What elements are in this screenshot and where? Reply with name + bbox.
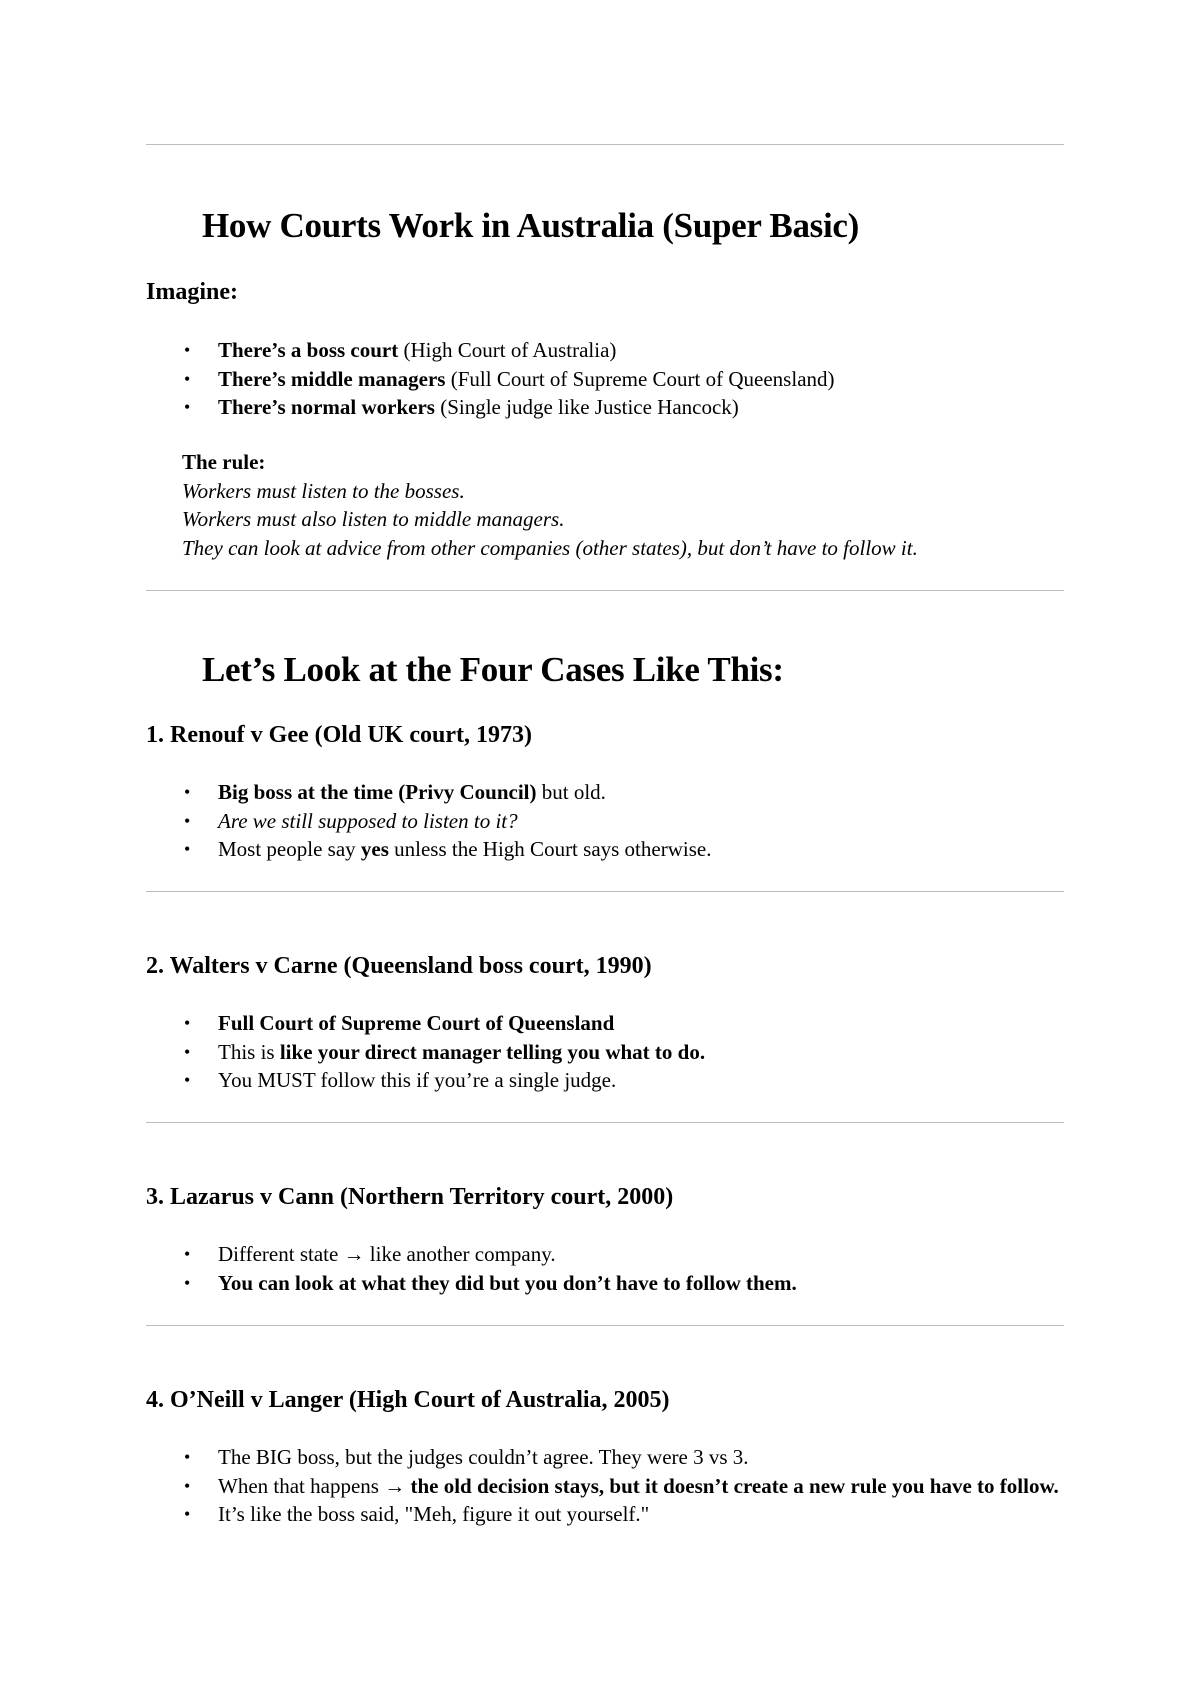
case-bullet-list — [146, 1443, 1064, 1529]
case-bullet-list — [146, 1009, 1064, 1095]
item-bold: Full Court of Supreme Court of Queensland — [218, 1011, 615, 1035]
case-4 — [146, 1385, 1064, 1415]
item-bold: the old decision stays, but it doesn’t create a new rule you have to follow. — [410, 1473, 1059, 1498]
item-text: Different state → like another company. — [218, 1242, 556, 1266]
list-item — [184, 1240, 1064, 1269]
bullet-icon: • — [184, 1272, 191, 1293]
imagine-label: Imagine: — [146, 279, 238, 305]
list-item — [184, 1009, 1064, 1038]
bullet-icon: • — [184, 810, 191, 831]
rule-line: They can look at advice from other companies (other states), but don’t have to follow it. — [182, 535, 918, 560]
bullet-icon: • — [184, 340, 191, 360]
list-item — [184, 1038, 1064, 1067]
list-item — [184, 1269, 1064, 1298]
item-bold: There’s a boss court — [218, 338, 399, 362]
rule-label: The rule: — [182, 450, 266, 474]
case-3 — [146, 1182, 1064, 1212]
hierarchy-list-block — [146, 336, 1064, 422]
page-title: How Courts Work in Australia (Super Basic) — [202, 206, 860, 245]
case-bullet-list — [146, 778, 1064, 864]
bullet-icon: • — [184, 1475, 191, 1496]
rule-line: Workers must listen to the bosses. — [182, 478, 465, 503]
horizontal-rule — [146, 891, 1064, 892]
case-heading: 3. Lazarus v Cann (Northern Territory court, 2000) — [146, 1184, 674, 1210]
section-title-block — [146, 650, 1064, 690]
list-item — [184, 807, 1064, 836]
item-text: When that happens → — [218, 1473, 411, 1498]
imagine-block — [146, 277, 1064, 307]
list-item — [184, 778, 1064, 807]
horizontal-rule — [146, 1325, 1064, 1326]
item-text: (High Court of Australia) — [398, 338, 617, 362]
section-title: Let’s Look at the Four Cases Like This: — [202, 650, 784, 689]
bullet-icon: • — [184, 1447, 191, 1467]
list-item — [184, 1472, 1064, 1501]
item-bold: like your direct manager telling you what to do. — [279, 1039, 706, 1064]
list-item — [184, 1500, 1064, 1529]
bullet-icon: • — [184, 1041, 191, 1062]
item-text: You MUST follow this if you’re a single judge. — [218, 1068, 617, 1092]
list-item — [184, 393, 1064, 422]
item-text: unless the High Court says otherwise. — [388, 837, 712, 861]
bullet-icon: • — [184, 782, 191, 802]
item-bold: yes — [360, 837, 389, 861]
rule-block — [146, 448, 1100, 562]
rule-line: Workers must also listen to middle managers. — [182, 507, 565, 531]
case-bullet-list — [146, 1240, 1064, 1297]
case-4-bullets — [146, 1443, 1064, 1529]
item-italic: Are we still supposed to listen to it? — [218, 808, 518, 833]
horizontal-rule — [146, 144, 1064, 145]
bullet-icon: • — [184, 1013, 191, 1033]
item-text: (Full Court of Supreme Court of Queensland) — [445, 366, 835, 391]
horizontal-rule — [146, 1122, 1064, 1123]
bullet-icon: • — [184, 1070, 191, 1090]
bullet-icon: • — [184, 839, 191, 859]
case-heading: 2. Walters v Carne (Queensland boss court, 1990) — [146, 953, 652, 979]
horizontal-rule — [146, 590, 1064, 591]
bullet-icon: • — [184, 1504, 191, 1524]
list-item — [184, 365, 1064, 394]
list-item — [184, 1443, 1064, 1472]
item-text: It’s like the boss said, "Meh, figure it out yourself." — [218, 1502, 650, 1526]
case-2 — [146, 951, 1064, 981]
case-heading: 1. Renouf v Gee (Old UK court, 1973) — [146, 722, 532, 748]
case-2-bullets — [146, 1009, 1064, 1095]
list-item — [184, 1066, 1064, 1095]
bullet-icon: • — [184, 397, 191, 417]
title-block — [146, 206, 1064, 246]
case-3-bullets — [146, 1240, 1064, 1297]
item-text: The BIG boss, but the judges couldn’t agree. They were 3 vs 3. — [218, 1445, 749, 1469]
list-item — [184, 835, 1064, 864]
item-text: Most people say — [218, 837, 361, 861]
list-item — [184, 336, 1064, 365]
item-text: This is — [218, 1039, 280, 1064]
case-1 — [146, 720, 1064, 750]
item-bold: There’s middle managers — [218, 366, 446, 391]
item-bold: Big boss at the time (Privy Council) — [218, 780, 537, 804]
case-1-bullets — [146, 778, 1064, 864]
item-text: but old. — [536, 780, 606, 804]
case-heading: 4. O’Neill v Langer (High Court of Australia, 2005) — [146, 1387, 670, 1413]
item-text: (Single judge like Justice Hancock) — [434, 395, 739, 419]
item-bold: You can look at what they did but you don’t have to follow them. — [218, 1270, 797, 1295]
hierarchy-list — [146, 336, 1064, 422]
bullet-icon: • — [184, 1244, 191, 1264]
bullet-icon: • — [184, 368, 191, 389]
item-bold: There’s normal workers — [218, 395, 435, 419]
